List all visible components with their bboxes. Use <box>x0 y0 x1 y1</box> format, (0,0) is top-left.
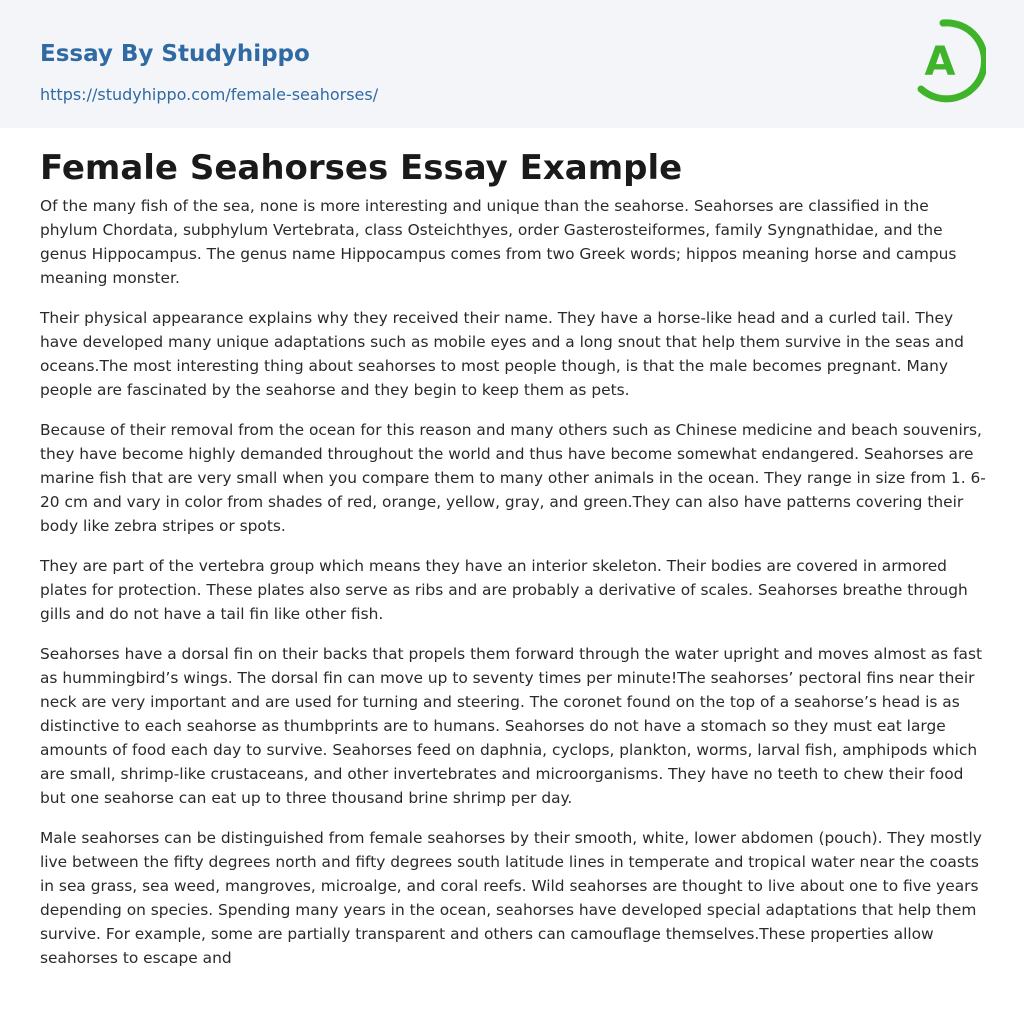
article <box>40 146 988 986</box>
article-title: Female Seahorses Essay Example <box>40 148 683 188</box>
article-paragraph-3: Because of their removal from the ocean for this reason and many others such as Chinese medicine and beach souvenirs, they have become highly demanded throughout the world and thus have become somewhat endangered. Seahorses are marine fish that are very small when you compare them to many other animals in the ocean. They range in size from 1. 6-20 cm and vary in color from shades of red, orange, yellow, gray, and green.They can also have patterns covering their body like zebra stripes or spots. <box>40 421 986 535</box>
source-url-link[interactable]: https://studyhippo.com/female-seahorses/ <box>40 85 379 104</box>
article-paragraph-5: Seahorses have a dorsal fin on their backs that propels them forward through the water upright and moves almost as fast as hummingbird’s wings. The dorsal fin can move up to seventy times per minute!The seahorses’ pectoral fins near their neck are very important and are used for turning and steering. The coronet found on the top of a seahorse’s head is as distinctive to each seahorse as thumbprints are to humans. Seahorses do not have a stomach so they must eat large amounts of food each day to survive. Seahorses feed on daphnia, cyclops, plankton, worms, larval fish, amphipods which are small, shrimp-like crustaceans, and other invertebrates and microorganisms. They have no teeth to chew their food but one seahorse can eat up to three thousand brine shrimp per day. <box>40 645 982 807</box>
article-paragraph-6: Male seahorses can be distinguished from female seahorses by their smooth, white, lower abdomen (pouch). They mostly live between the fifty degrees north and fifty degrees south latitude lines in temperate and tropical water near the coasts in sea grass, sea weed, mangroves, microalge, and coral reefs. Wild seahorses are thought to live about one to five years depending on species. Spending many years in the ocean, seahorses have developed special adaptations that help them survive. For example, some are partially transparent and others can camouflage themselves.These properties allow seahorses to escape and <box>40 829 982 967</box>
article-paragraph-4: They are part of the vertebra group which means they have an interior skeleton. Their bodies are covered in armored plates for protection. These plates also serve as ribs and are probably a derivative of scales. Seahorses breathe through gills and do not have a tail fin like other fish. <box>40 557 968 623</box>
article-paragraph-1: Of the many fish of the sea, none is more interesting and unique than the seahorse. Seahorses are classified in the phylum Chordata, subphylum Vertebrata, class Osteichthyes, order Gasterosteiformes, family Syngnathidae, and the genus Hippocampus. The genus name Hippocampus comes from two Greek words; hippos meaning horse and campus meaning monster. <box>40 197 957 287</box>
logo-letter: A <box>924 39 956 85</box>
page-header <box>0 0 1024 128</box>
studyhippo-logo-icon[interactable] <box>912 19 986 105</box>
site-brand[interactable]: Essay By Studyhippo <box>40 41 310 67</box>
article-paragraph-2: Their physical appearance explains why they received their name. They have a horse-like head and a curled tail. They have developed many unique adaptations such as mobile eyes and a long snout that help them survive in the seas and oceans.The most interesting thing about seahorses to most people though, is that the male becomes pregnant. Many people are fascinated by the seahorse and they begin to keep them as pets. <box>40 309 964 399</box>
